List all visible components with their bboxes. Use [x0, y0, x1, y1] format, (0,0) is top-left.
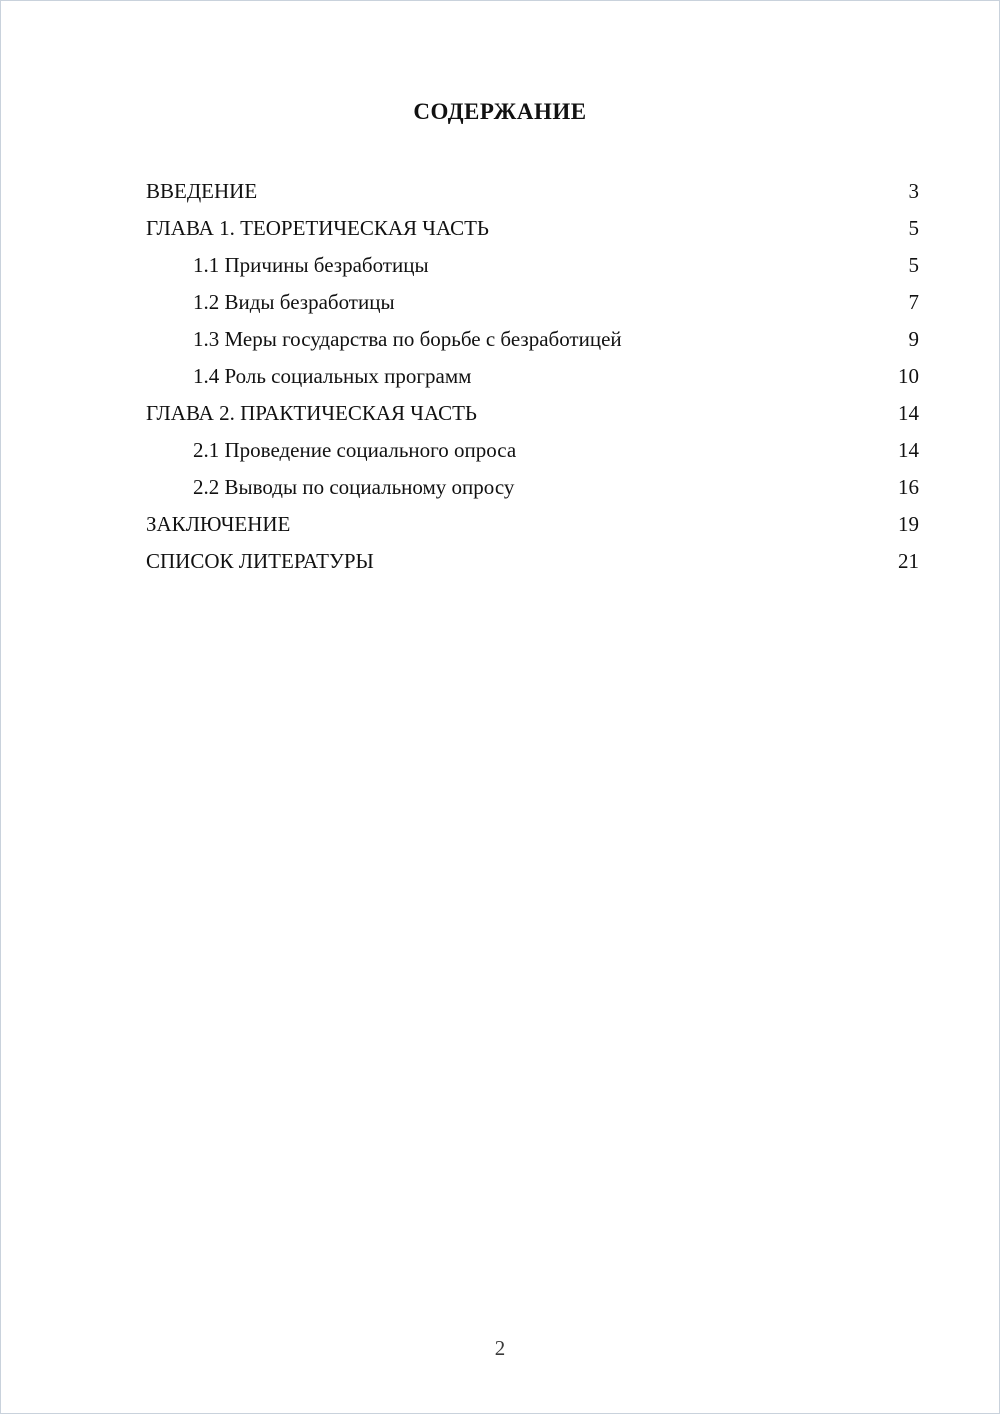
toc-entry-page-number: 3 [908, 179, 919, 203]
toc-entry-label: ГЛАВА 2. ПРАКТИЧЕСКАЯ ЧАСТЬ [146, 401, 477, 425]
toc-entry-label: ВВЕДЕНИЕ [146, 179, 258, 203]
toc-entry-label: СПИСОК ЛИТЕРАТУРЫ [146, 549, 374, 573]
toc-entry-page-number: 16 [898, 475, 919, 499]
toc-entry [146, 395, 919, 432]
toc-entry [146, 173, 919, 210]
toc-entry-page-number: 10 [898, 364, 919, 388]
toc-entry [146, 469, 919, 506]
toc-title: СОДЕРЖАНИЕ [413, 99, 587, 124]
toc-entry-page-number: 14 [898, 438, 919, 462]
toc-entry [146, 358, 919, 395]
toc-entry-label: 1.4 Роль социальных программ [193, 364, 472, 388]
toc-entry [146, 321, 919, 358]
toc-entry-label: 1.3 Меры государства по борьбе с безработицей [193, 327, 622, 351]
toc-entry-page-number: 14 [898, 401, 919, 425]
toc-entry-page-number: 5 [908, 216, 919, 240]
toc-entry [146, 506, 919, 543]
toc-entry-label: 1.1 Причины безработицы [193, 253, 429, 277]
toc-entry-page-number: 7 [908, 290, 919, 314]
page-number: 2 [494, 1336, 506, 1360]
toc-list [1, 173, 999, 580]
toc-entry-label: 1.2 Виды безработицы [193, 290, 395, 314]
toc-entry-page-number: 9 [908, 327, 919, 351]
toc-entry [146, 247, 919, 284]
toc-entry [146, 432, 919, 469]
toc-entry [146, 543, 919, 580]
toc-entry-page-number: 5 [908, 253, 919, 277]
toc-entry-label: ЗАКЛЮЧЕНИЕ [146, 512, 291, 536]
toc-entry [146, 210, 919, 247]
toc-entry [146, 284, 919, 321]
toc-entry-label: 2.1 Проведение социального опроса [193, 438, 517, 462]
toc-entry-label: 2.2 Выводы по социальному опросу [193, 475, 515, 499]
toc-entry-page-number: 19 [898, 512, 919, 536]
toc-entry-label: ГЛАВА 1. ТЕОРЕТИЧЕСКАЯ ЧАСТЬ [146, 216, 489, 240]
toc-entry-page-number: 21 [898, 549, 919, 573]
